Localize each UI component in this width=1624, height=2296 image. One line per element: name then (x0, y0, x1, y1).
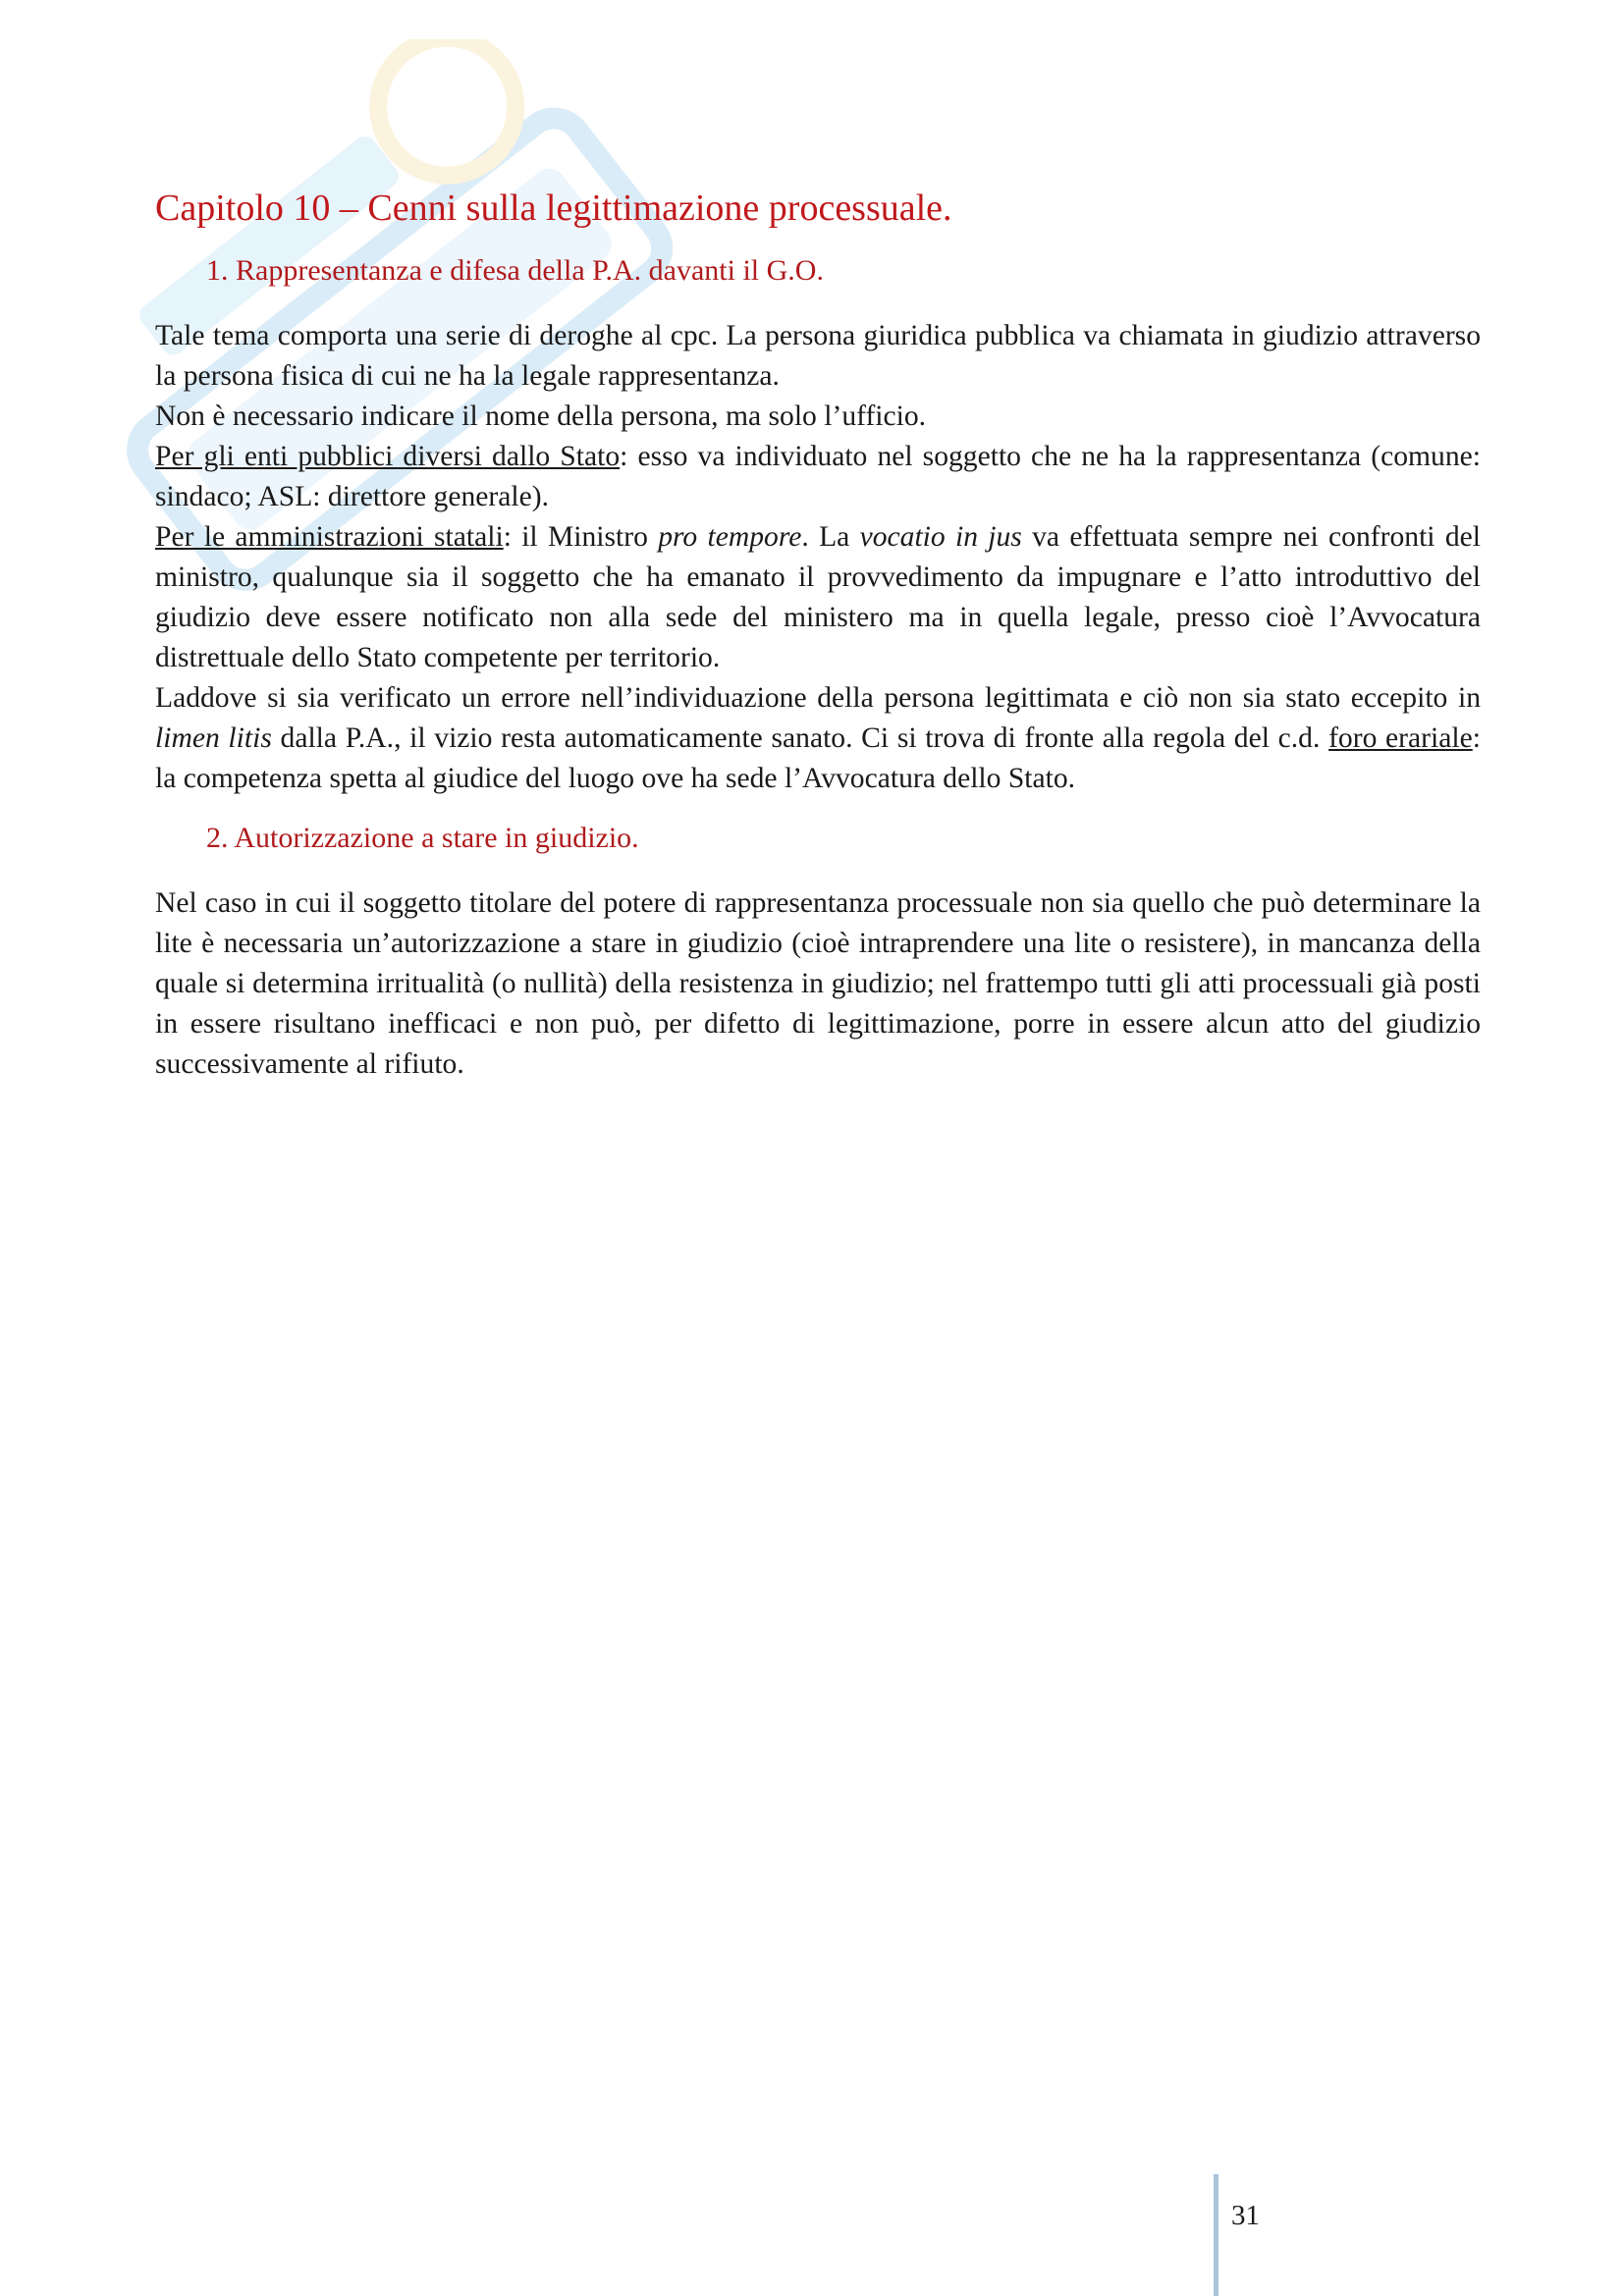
text-run: Laddove si sia verificato un errore nell’individuazione della persona legittimata e ciò non sia stato eccepito in (155, 681, 1481, 714)
page-footer (1214, 2174, 1292, 2296)
paragraph (155, 678, 1481, 799)
text-run: . La (801, 520, 860, 553)
underlined-phrase: foro erariale (1328, 721, 1473, 754)
paragraph (155, 517, 1481, 678)
paragraph: Tale tema comporta una serie di deroghe al cpc. La persona giuridica pubblica va chiamata in giudizio attraverso la persona fisica di cui ne ha la legale rappresentanza. (155, 319, 1481, 392)
text-run: : la competenza spetta al giudice del luogo ove ha sede l’Avvocatura dello Stato. (155, 721, 1481, 794)
italic-phrase: pro tempore (658, 520, 802, 553)
paragraph (155, 437, 1481, 517)
document-page (155, 187, 1481, 1085)
text-run: : il Ministro (503, 520, 659, 553)
page-rule (1214, 2174, 1218, 2296)
chapter-title: Capitolo 10 – Cenni sulla legittimazione processuale. (155, 187, 952, 229)
italic-phrase: vocatio in jus (859, 520, 1022, 553)
underlined-phrase: Per le amministrazioni statali (155, 520, 504, 553)
italic-phrase: limen litis (155, 721, 272, 754)
paragraph: Nel caso in cui il soggetto titolare del potere di rappresentanza processuale non sia quello che può determinare la lite è necessaria un’autorizzazione a stare in giudizio (cioè intraprendere una lite o resistere), in mancanza della quale si determina irritualità (o nullità) della resistenza in giudizio; nel frattempo tutti gli atti processuali già posti in essere risultano inefficaci e non può, per difetto di legittimazione, porre in essere alcun atto del giudizio successivamente al rifiuto. (155, 886, 1481, 1080)
page-number: 31 (1231, 2200, 1260, 2231)
section-1-body (155, 316, 1481, 799)
section-2-body (155, 883, 1481, 1085)
section-heading-2: 2. Autorizzazione a stare in giudizio. (206, 821, 639, 854)
underlined-phrase: Per gli enti pubblici diversi dallo Stato (155, 440, 621, 472)
paragraph: Non è necessario indicare il nome della persona, ma solo l’ufficio. (155, 400, 927, 432)
text-run: va effettuata sempre nei confronti del ministro, qualunque sia il soggetto che ha emanato il provvedimento da impugnare e l’atto introduttivo del giudizio deve essere notificato non alla sede del ministero ma in quella legale, presso cioè l’Avvocatura distrettuale dello Stato competente per territorio. (155, 520, 1481, 673)
text-run: dalla P.A., il vizio resta automaticamente sanato. Ci si trova di fronte alla regola del c.d. (271, 721, 1329, 754)
text-run: : esso va individuato nel soggetto che ne ha la rappresentanza (comune: sindaco; ASL: direttore generale). (155, 440, 1481, 512)
section-heading-1: 1. Rappresentanza e difesa della P.A. davanti il G.O. (206, 253, 824, 287)
